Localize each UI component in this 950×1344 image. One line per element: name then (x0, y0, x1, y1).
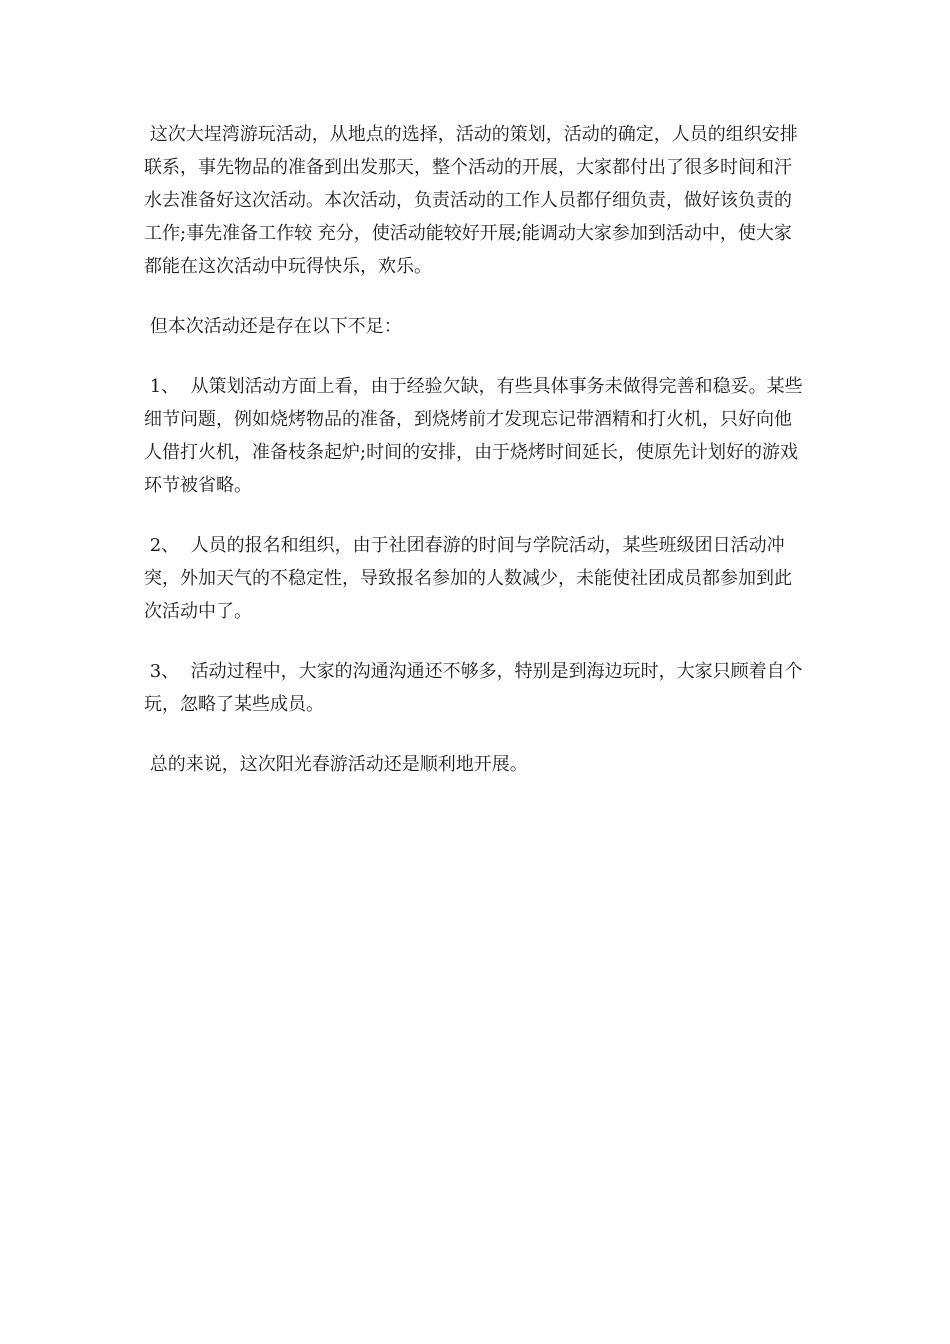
paragraph-intro: 这次大埕湾游玩活动，从地点的选择，活动的策划，活动的确定，人员的组织安排联系，事先物品的准备到出发那天，整个活动的开展，大家都付出了很多时间和汗水去准备好这次活动。本次活动，负责活动的工作人员都仔细负责，做好该负责的工作;事先准备工作较 充分，使活动能较好开展;能调动大家参加到活动中，使大家都能在这次活动中玩得快乐，欢乐。 (144, 124, 798, 277)
document-body (144, 118, 808, 808)
paragraph-item-1: 1、 从策划活动方面上看，由于经验欠缺，有些具体事务未做得完善和稳妥。某些细节问题，例如烧烤物品的准备，到烧烤前才发现忘记带酒精和打火机，只好向他人借打火机，准备枝条起炉;时间的安排，由于烧烤时间延长，使原先计划好的游戏环节被省略。 (144, 376, 803, 496)
paragraph-item-2: 2、 人员的报名和组织，由于社团春游的时间与学院活动，某些班级团日活动冲突，外加天气的不稳定性，导致报名参加的人数减少，未能使社团成员都参加到此次活动中了。 (144, 535, 792, 622)
paragraph-conclusion: 总的来说，这次阳光春游活动还是顺利地开展。 (144, 754, 528, 775)
paragraph-shortcomings-heading: 但本次活动还是存在以下不足： (144, 316, 402, 337)
paragraph-item-3: 3、 活动过程中，大家的沟通沟通还不够多，特别是到海边玩时，大家只顾着自个玩，忽略了某些成员。 (144, 661, 803, 715)
